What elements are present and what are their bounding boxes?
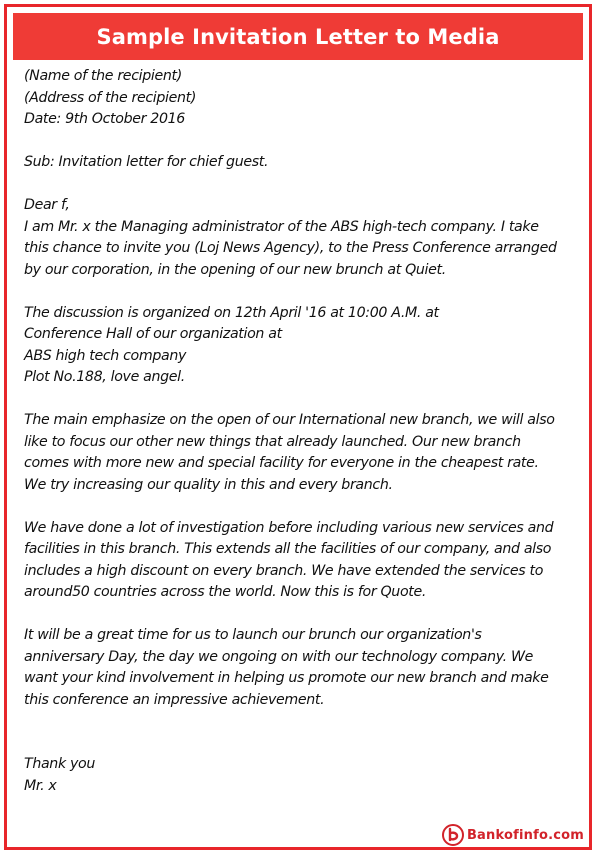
paragraph-line: Plot No.188, love angel. (24, 369, 185, 385)
logo-text: Bankofinfo.com (466, 827, 584, 843)
paragraph-introduction (24, 217, 584, 282)
paragraph-line: this chance to invite you (Loj News Agency), to the Press Conference arranged (24, 240, 557, 256)
paragraph-line: around50 countries across the world. Now this is for Quote. (24, 584, 427, 600)
paragraph-line: this conference an impressive achievement. (24, 691, 325, 708)
letter-subject: Sub: Invitation letter for chief guest. (24, 154, 269, 170)
bankofinfo-logo-icon (442, 824, 464, 846)
paragraph-emphasis (24, 410, 584, 496)
letter-date: Date: 9th October 2016 (24, 111, 185, 127)
paragraph-line: I am Mr. x the Managing administrator of the ABS high-tech company. I take (24, 218, 539, 235)
paragraph-line: We try increasing our quality in this and every branch. (24, 476, 393, 493)
paragraph-line: We have done a lot of investigation before including various new services and (24, 519, 554, 536)
recipient-address: (Address of the recipient) (24, 89, 197, 106)
recipient-name: (Name of the recipient) (24, 68, 182, 84)
paragraph-line: anniversary Day, the day we ongoing on with our technology company. We (24, 648, 534, 665)
page-title: Sample Invitation Letter to Media (96, 24, 500, 49)
paragraph-line: comes with more new and special facility for everyone in the cheapest rate. (24, 455, 539, 471)
paragraph-investigation (24, 518, 584, 604)
paragraph-line: want your kind involvement in helping us promote our new branch and make (24, 670, 549, 686)
title-banner (13, 13, 583, 60)
signature: Mr. x (24, 777, 57, 794)
paragraph-line: It will be a great time for us to launch our brunch our organization's (24, 627, 482, 643)
paragraph-line: facilities in this branch. This extends all the facilities of our company, and also (24, 541, 552, 557)
paragraph-line: The discussion is organized on 12th April '16 at 10:00 A.M. at (24, 304, 439, 321)
closing-text: Thank you (24, 756, 95, 772)
paragraph-line: The main emphasize on the open of our International new branch, we will also (24, 412, 555, 428)
paragraph-line: includes a high discount on every branch. We have extended the services to (24, 562, 544, 579)
paragraph-closing (24, 625, 584, 711)
paragraph-line: like to focus our other new things that already launched. Our new branch (24, 433, 521, 450)
paragraph-line: ABS high tech company (24, 347, 187, 364)
site-logo (442, 824, 584, 846)
paragraph-line: Conference Hall of our organization at (24, 326, 282, 342)
letter-body (24, 66, 584, 797)
paragraph-line: by our corporation, in the opening of our new brunch at Quiet. (24, 261, 446, 278)
paragraph-event-details (24, 303, 584, 389)
salutation: Dear f, (24, 197, 70, 213)
